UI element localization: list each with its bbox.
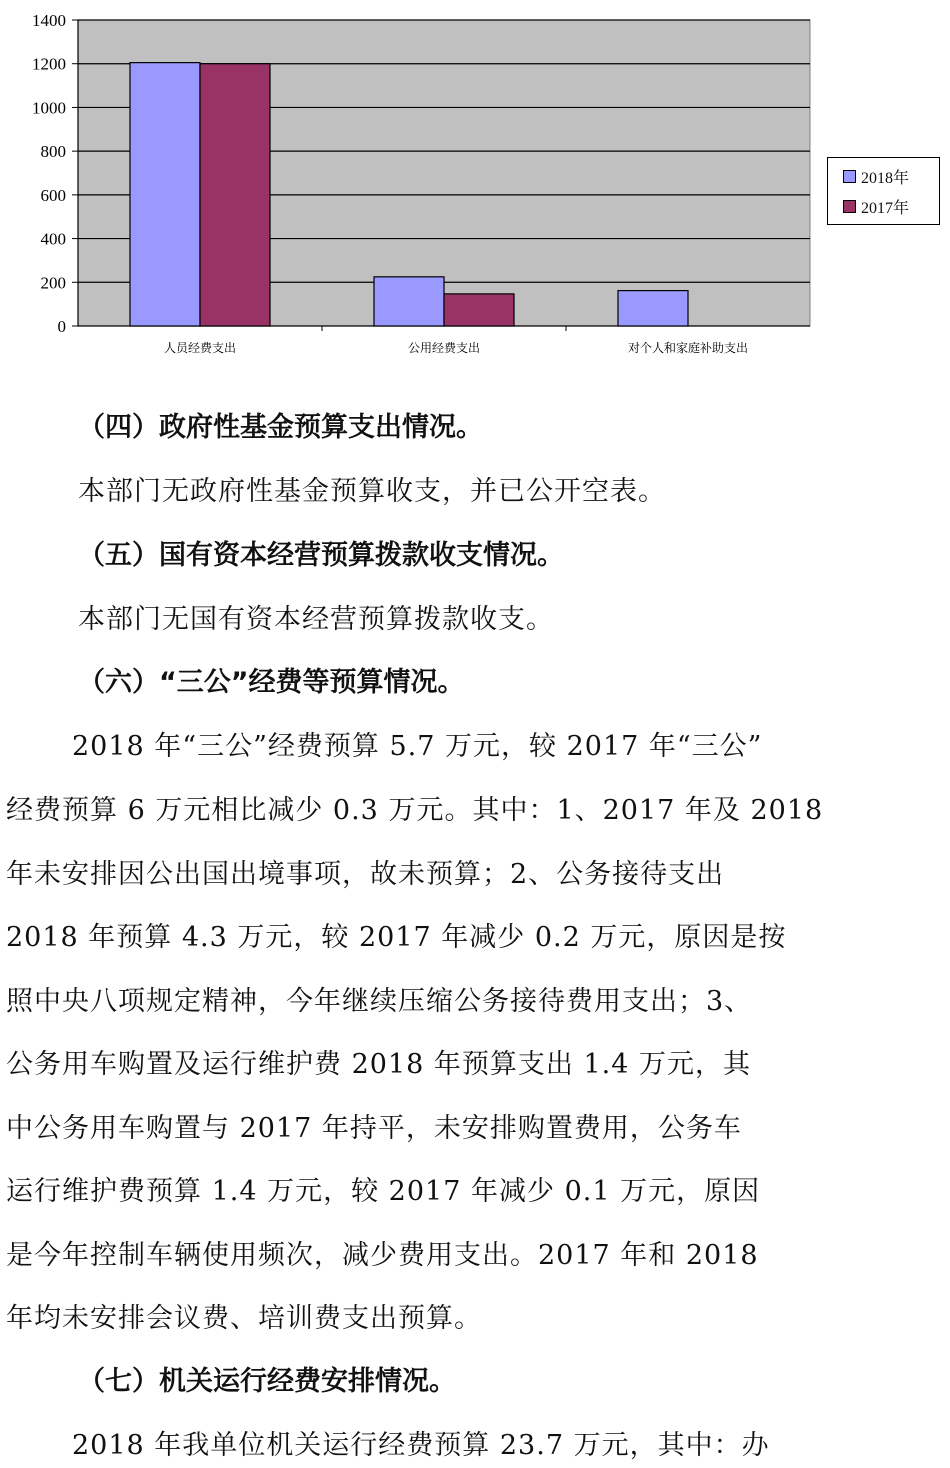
para-three-public-line: 中公务用车购置与 2017 年持平，未安排购置费用，公务车 [6,1113,742,1144]
x-tick-label: 公用经费支出 [407,341,481,355]
bar-chart [0,0,950,370]
y-tick-label: 200 [40,273,66,293]
para-three-public-line: 照中央八项规定精神，今年继续压缩公务接待费用支出；3、 [6,986,753,1017]
y-tick-label: 400 [40,229,66,249]
heading-agency-operation: （七）机关运行经费安排情况。 [78,1366,456,1397]
chart-legend [827,157,940,225]
para-gov-fund: 本部门无政府性基金预算收支，并已公开空表。 [78,476,666,507]
heading-three-public: （六）“三公”经费等预算情况。 [78,667,465,698]
bar [618,291,688,326]
x-tick-label: 人员经费支出 [163,341,237,355]
bar [374,277,444,326]
legend-label-2017: 2017年 [861,199,910,217]
heading-state-capital: （五）国有资本经营预算拨款收支情况。 [78,540,564,571]
para-agency-operation: 2018 年我单位机关运行经费预算 23.7 万元，其中：办 [72,1430,770,1461]
para-three-public-line: 运行维护费预算 1.4 万元，较 2017 年减少 0.1 万元，原因 [6,1176,761,1207]
para-three-public-line: 经费预算 6 万元相比减少 0.3 万元。其中：1、2017 年及 2018 [6,795,824,826]
para-three-public-line: 年均未安排会议费、培训费支出预算。 [6,1303,482,1334]
para-three-public-line: 是今年控制车辆使用频次，减少费用支出。2017 年和 2018 [6,1240,759,1271]
y-tick-label: 600 [40,185,66,205]
y-tick-label: 1200 [32,54,66,74]
bar [444,294,514,326]
heading-gov-fund: （四）政府性基金预算支出情况。 [78,412,483,443]
legend-item-2018 [843,166,909,186]
legend-swatch-2018 [843,170,856,183]
para-three-public-line: 年未安排因公出国出境事项，故未预算；2、公务接待支出 [6,859,725,890]
y-tick-label: 1400 [32,11,66,30]
y-tick-label: 0 [57,317,66,336]
chart-canvas [0,0,950,370]
legend-item-2017 [843,196,909,216]
para-three-public-line: 2018 年预算 4.3 万元，较 2017 年减少 0.2 万元，原因是按 [6,922,787,953]
bar [200,64,270,326]
x-tick-label: 对个人和家庭补助支出 [627,341,749,355]
para-three-public-line: 公务用车购置及运行维护费 2018 年预算支出 1.4 万元，其 [6,1049,751,1080]
bar [130,63,200,326]
legend-label-2018: 2018年 [861,169,910,187]
y-tick-label: 1000 [32,98,66,118]
para-state-capital: 本部门无国有资本经营预算拨款收支。 [78,604,554,635]
para-three-public-line: 2018 年“三公”经费预算 5.7 万元，较 2017 年“三公” [72,731,763,762]
legend-swatch-2017 [843,200,856,213]
y-tick-label: 800 [40,142,66,162]
